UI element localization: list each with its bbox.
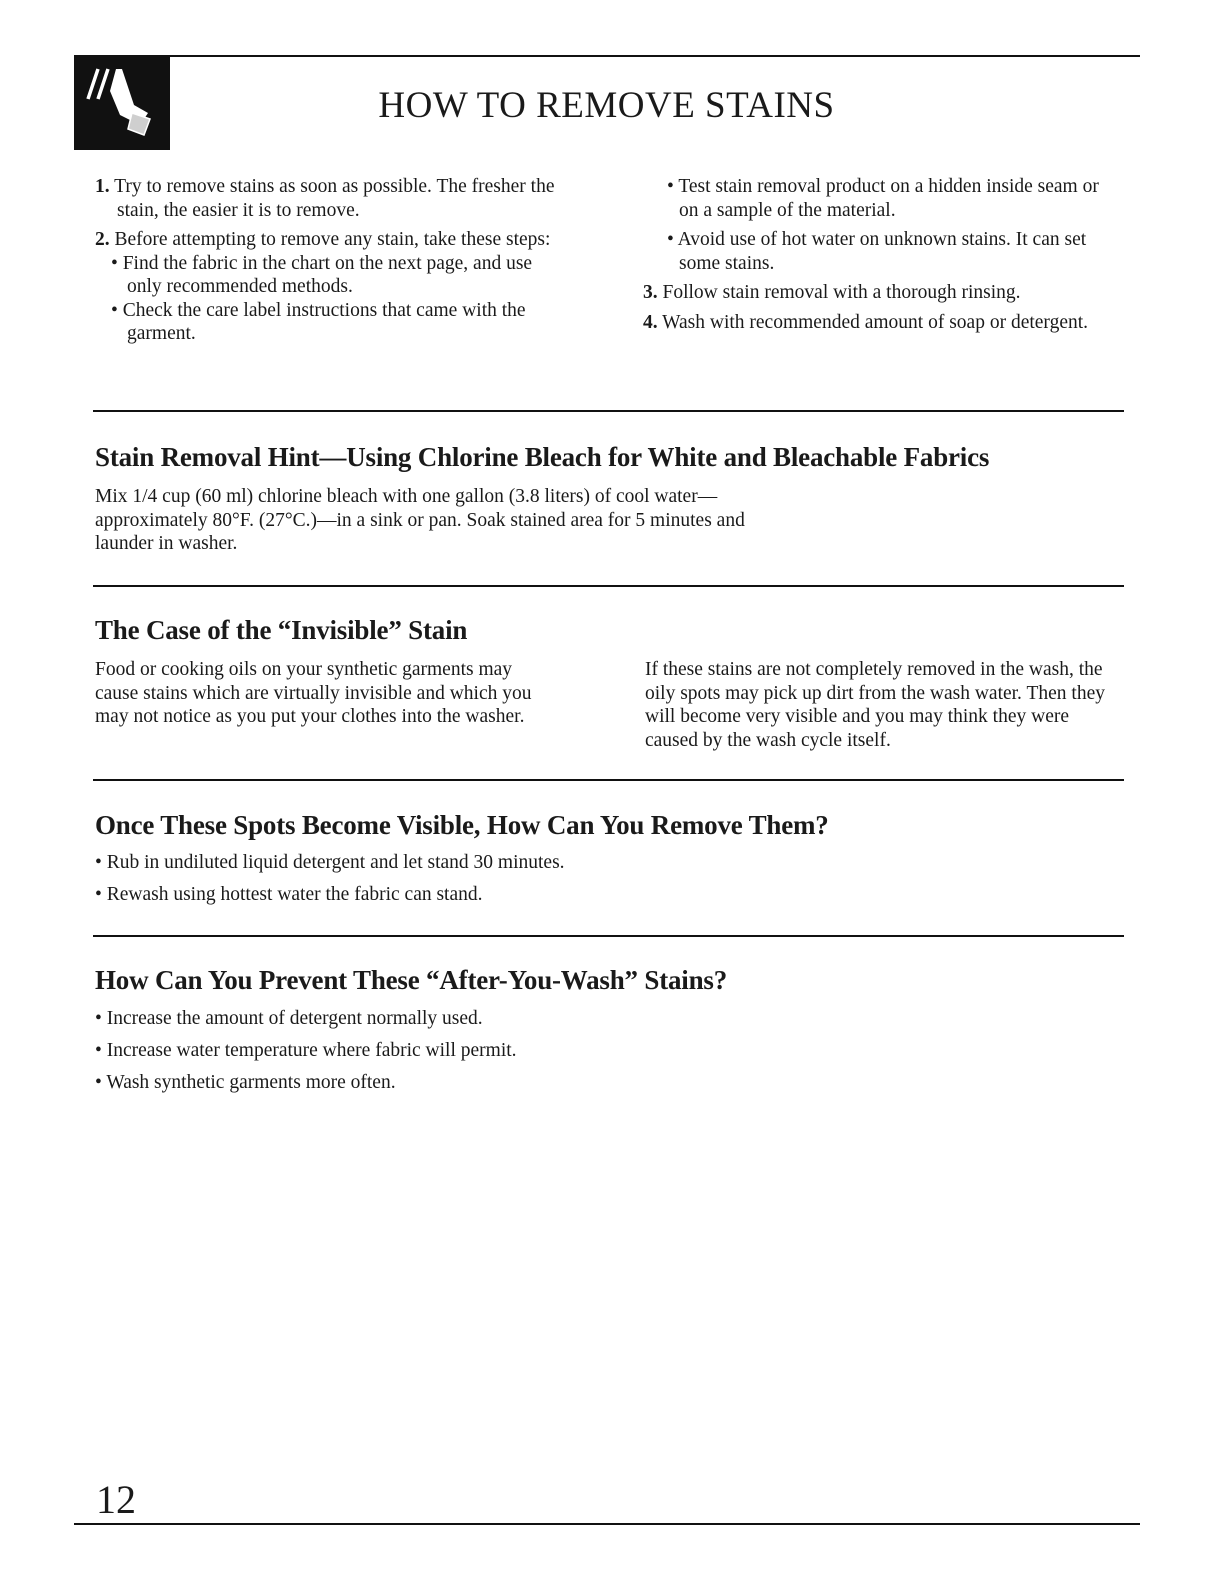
list-item: • Rub in undiluted liquid detergent and let stand 30 minutes. [95, 852, 565, 873]
bleach-heading: Stain Removal Hint—Using Chlorine Bleach for White and Bleachable Fabrics [95, 442, 990, 472]
prevent-heading: How Can You Prevent These “After-You-Wash” Stains? [95, 965, 728, 995]
section-divider [93, 779, 1124, 781]
intro-step-2-bullet: • Check the care label instructions that came with the garment. [111, 299, 526, 344]
visible-heading: Once These Spots Become Visible, How Can You Remove Them? [95, 810, 829, 840]
intro-step-2: 2. Before attempting to remove any stain, take these steps: [95, 229, 551, 250]
intro-tip: • Avoid use of hot water on unknown stains. It can set some stains. [667, 229, 1087, 274]
intro-step-1: 1. Try to remove stains as soon as possible. The fresher the stain, the easier it is to remove. [95, 176, 555, 221]
intro-step-4: 4. Wash with recommended amount of soap or detergent. [643, 311, 1089, 333]
intro-step-2-bullet: • Find the fabric in the chart on the next page, and use only recommended methods. [111, 252, 533, 297]
intro-step-3: 3. Follow stain removal with a thorough rinsing. [643, 282, 1021, 303]
visible-bullet-list [95, 851, 565, 915]
list-item: • Rewash using hottest water the fabric can stand. [95, 884, 483, 905]
bottom-rule [74, 1523, 1140, 1525]
section-divider [93, 935, 1124, 937]
prevent-bullet-list [95, 1007, 517, 1103]
section-divider [93, 585, 1124, 587]
intro-tip: • Test stain removal product on a hidden inside seam or on a sample of the material. [667, 176, 1099, 221]
invisible-heading: The Case of the “Invisible” Stain [95, 615, 468, 645]
list-item: • Wash synthetic garments more often. [95, 1072, 396, 1093]
list-item: • Increase water temperature where fabric will permit. [95, 1040, 517, 1061]
invisible-right-text: If these stains are not completely removed in the wash, the oily spots may pick up dirt from the wash water. Then they will become very visible and you may think they were caused by the wash cycle itself. [645, 659, 1105, 751]
intro-left-column [95, 175, 565, 346]
intro-right-column [643, 175, 1103, 334]
page-number: 12 [96, 1477, 136, 1522]
section-divider [93, 410, 1124, 412]
bleach-text: Mix 1/4 cup (60 ml) chlorine bleach with one gallon (3.8 liters) of cool water—approximately 80°F. (27°C.)—in a sink or pan. Soak stained area for 5 minutes and launder in washer. [95, 486, 745, 554]
invisible-left-text: Food or cooking oils on your synthetic garments may cause stains which are virtually invisible and which you may not notice as you put your clothes into the washer. [95, 659, 532, 727]
top-rule [74, 55, 1140, 57]
page-title: HOW TO REMOVE STAINS [378, 85, 835, 126]
list-item: • Increase the amount of detergent normally used. [95, 1008, 483, 1029]
